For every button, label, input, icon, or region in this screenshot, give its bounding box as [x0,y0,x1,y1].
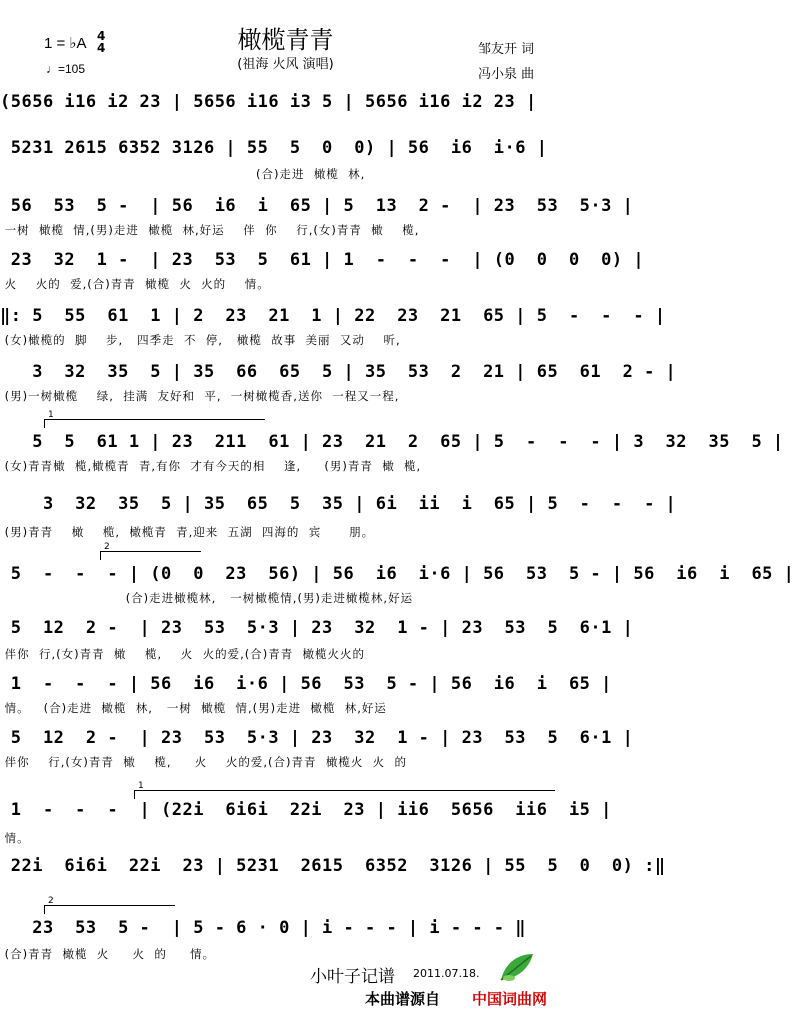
transcription-date: 2011.07.18. [413,967,480,980]
notation-line: 23 32 1 - | 23 53 5 61 | 1 - - - | (0 0 0 0) | [0,250,645,270]
singers-credit: (祖海 火风 演唱) [237,57,334,72]
volta-label: 1 [138,781,144,791]
volta-label: 2 [48,896,54,906]
lyrics-line: 情。 [0,831,30,845]
time-signature [97,30,105,54]
source-site-link[interactable]: 中国词曲网 [472,990,548,1008]
song-title: 橄榄青青 [237,26,334,54]
volta-bracket [134,781,555,799]
notation-line: 5 12 2 - | 23 53 5·3 | 23 32 1 - | 23 53 5 6·1 | [0,618,634,638]
volta-bracket [100,542,201,560]
tempo-mark: ♩=105 [46,62,86,76]
volta-bracket [44,410,265,428]
lyrics-line: 伴你 行,(女)青青 橄 榄, 火 火的爱,(合)青青 橄榄火 火 的 [0,755,407,769]
lyrics-line: 情。 (合)走进 橄榄 林, 一树 橄榄 情,(男)走进 橄榄 林,好运 [0,701,387,715]
lyrics-line: (女)橄榄的 脚 步, 四季走 不 停, 橄榄 故事 美丽 又动 听, [0,333,401,347]
transcriber-signature: 小叶子记谱 [310,967,395,987]
lyrics-line: (合)走进橄榄林, 一树橄榄情,(男)走进橄榄林,好运 [0,591,414,605]
lyrics-line: (男)青青 橄 榄, 橄榄青 青,迎来 五湖 四海的 宾 朋。 [0,525,375,539]
leaf-icon [497,950,537,984]
lyrics-line: (男)一树橄榄 绿, 挂满 友好和 平, 一树橄榄香,送你 一程又一程, [0,389,400,403]
notation-line: 5 - - - | (0 0 23 56) | 56 i6 i·6 | 56 53 5 - | 56 i6 i 65 | [0,564,794,584]
volta-bracket [44,896,175,914]
notation-line: 5 5 61 1 | 23 211 61 | 23 21 2 65 | 5 - - - | 3 32 35 5 | [0,432,784,452]
notation-line: 23 53 5 - | 5 - 6 · 0 | i - - - | i - - - ‖ [0,918,527,938]
lyrics-line: (合)走进 橄榄 林, [0,167,366,181]
time-signature-top: 4 [97,29,106,43]
lyrics-line: 伴你 行,(女)青青 橄 榄, 火 火的爱,(合)青青 橄榄火火的 [0,647,366,661]
notation-line: 1 - - - | 56 i6 i·6 | 56 53 5 - | 56 i6 i 65 | [0,674,612,694]
notation-line: (5656 i16 i2 23 | 5656 i16 i3 5 | 5656 i16 i2 23 | [0,92,537,112]
lyricist-credit: 邹友开 词 [478,42,535,57]
notation-line: 3 32 35 5 | 35 66 65 5 | 35 53 2 21 | 65 61 2 - | [0,362,677,382]
notation-line: 56 53 5 - | 56 i6 i 65 | 5 13 2 - | 23 53 5·3 | [0,196,634,216]
time-signature-bottom: 4 [97,41,106,55]
source-label: 本曲谱源自 [365,990,441,1008]
volta-label: 1 [48,410,54,420]
lyrics-line: 一树 橄榄 情,(男)走进 橄榄 林,好运 伴 你 行,(女)青青 橄 榄, [0,223,420,237]
notation-line: 5 12 2 - | 23 53 5·3 | 23 32 1 - | 23 53 5 6·1 | [0,728,634,748]
composer-credit: 冯小泉 曲 [478,67,535,82]
notation-line: 3 32 35 5 | 35 65 5 35 | 6i ii i 65 | 5 - - - | [0,494,677,514]
notation-line: 22i 6i6i 22i 23 | 5231 2615 6352 3126 | 55 5 0 0) :‖ [0,856,666,876]
notation-line: 5231 2615 6352 3126 | 55 5 0 0) | 56 i6 i·6 | [0,138,548,158]
notation-line: 1 - - - | (22i 6i6i 22i 23 | ii6 5656 ii6 i5 | [0,800,612,820]
key-signature: 1 = ♭A [44,35,87,52]
lyrics-line: 火 火的 爱,(合)青青 橄榄 火 火的 情。 [0,277,270,291]
volta-label: 2 [104,542,110,552]
lyrics-line: (合)青青 橄榄 火 火 的 情。 [0,947,216,961]
lyrics-line: (女)青青橄 榄,橄榄青 青,有你 才有今天的相 逢, (男)青青 橄 榄, [0,459,422,473]
notation-line: ‖: 5 55 61 1 | 2 23 21 1 | 22 23 21 65 | 5 - - - | [0,306,666,326]
